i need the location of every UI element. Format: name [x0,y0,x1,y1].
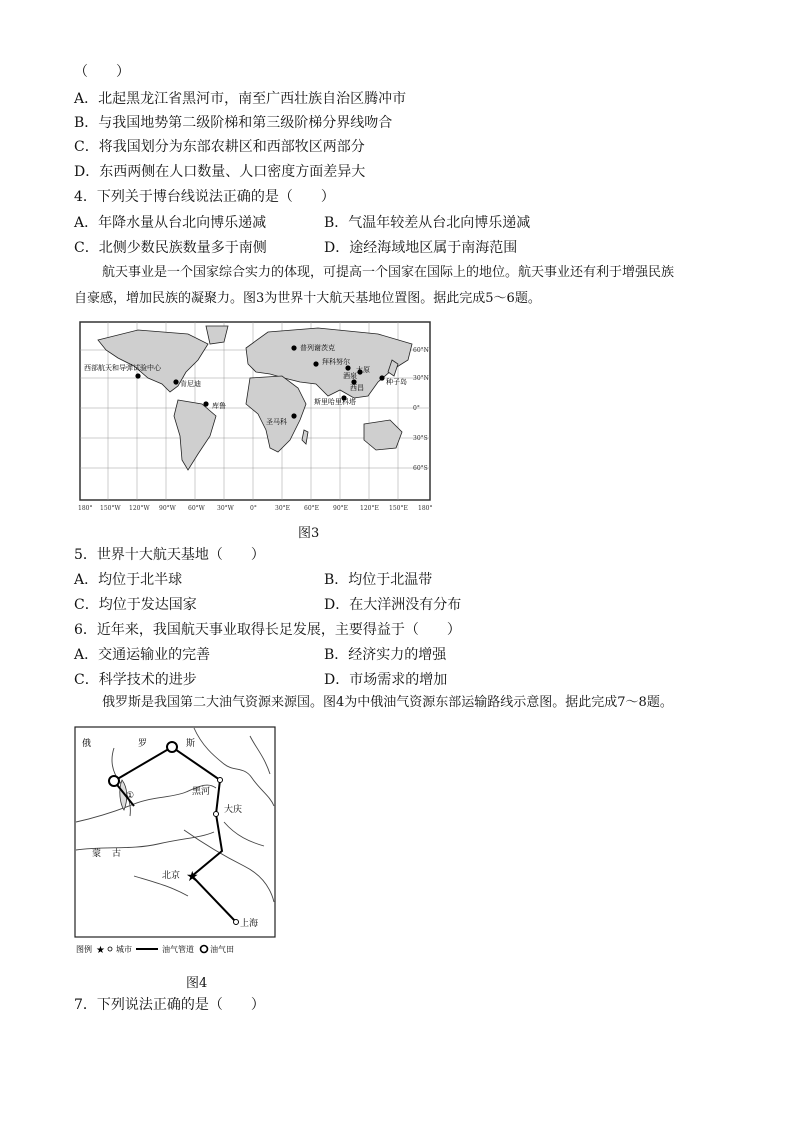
site-jiuquan [345,365,350,370]
lon-180w: 180° [78,505,93,512]
lon-90w: 90°W [159,505,176,512]
intro-paragraph-1 [74,260,734,312]
lon-30e: 30°E [275,505,291,512]
legend-title: 图例 [76,945,92,954]
label-daqing: 大庆 [224,805,243,815]
q6-option-b: B．经济实力的增强 [324,647,447,663]
q3-option-d: D．东西两侧在人口数量、人口密度方面差异大 [74,164,366,180]
q6-option-a: A．交通运输业的完善 [74,647,211,663]
label-sriharikota: 斯里哈里科塔 [314,398,356,406]
site-plesetsk [291,345,296,350]
figure4-caption: 图4 [186,976,208,991]
label-russia-2: 罗 [138,739,148,749]
q4-option-b: B．气温年较差从台北向博乐递减 [324,215,531,231]
lon-120w: 120°W [129,505,150,512]
label-western: 西部航天和导弹试验中心 [84,364,161,372]
label-russia-3: 斯 [186,739,196,749]
label-heihe: 黑河 [192,787,211,797]
legend-city-icon [108,947,112,951]
site-canaveral [173,379,178,384]
site-sanmarco [291,413,296,418]
oil-field-west [109,776,119,786]
lon-150w: 150°W [100,505,121,512]
label-taiyuan: 太原 [356,366,370,374]
q3-stem: （ ） [74,64,130,80]
lon-150e: 150°E [389,505,408,512]
site-western [135,373,140,378]
lon-90e: 90°E [333,505,349,512]
city-heihe [218,778,223,783]
legend-star-icon: ★ [96,945,105,956]
pipeline-map-figure [74,726,290,958]
q3-option-a: A．北起黑龙江省黑河市，南至广西壮族自治区腾冲市 [74,91,407,107]
legend-field-icon [201,946,208,953]
city-daqing [214,812,219,817]
q6-stem: 6．近年来，我国航天事业取得长足发展，主要得益于（ ） [74,622,461,638]
legend-pipe: 油气管道 [162,945,194,954]
lat-60s: 60°S [413,465,428,472]
capital-star-icon: ★ [186,869,199,885]
lon-120e: 120°E [360,505,379,512]
q4-option-a: A．年降水量从台北向博乐递减 [74,215,267,231]
q5-stem: 5．世界十大航天基地（ ） [74,547,265,563]
q3-option-c: C．将我国划分为东部农耕区和西部牧区两部分 [74,139,365,155]
world-map-figure [78,320,434,512]
label-canaveral: 肯尼迪 [180,380,201,388]
q3-option-b: B．与我国地势第二级阶梯和第三级阶梯分界线吻合 [74,115,393,131]
label-mongolia-2: 古 [112,849,122,859]
intro-paragraph-2: 俄罗斯是我国第二大油气资源来源国。图4为中俄油气资源东部运输路线示意图。据此完成7～8题。 [102,695,673,710]
label-sanmarco: 圣马科 [266,418,287,426]
intro1-line2: 自豪感，增加民族的凝聚力。图3为世界十大航天基地位置图。据此完成5～6题。 [74,291,541,306]
q5-option-c: C．均位于发达国家 [74,597,197,613]
label-xichang: 西昌 [350,384,364,392]
legend-city: 城市 [116,945,132,954]
q6-option-c: C．科学技术的进步 [74,672,197,688]
label-mongolia-1: 蒙 [92,849,102,859]
label-russia-1: 俄 [82,739,92,749]
city-shanghai [234,920,239,925]
lon-30w: 30°W [217,505,234,512]
q5-option-d: D．在大洋洲没有分布 [324,597,462,613]
label-baikonur: 拜科努尔 [322,358,350,366]
q7-stem: 7．下列说法正确的是（ ） [74,997,265,1013]
lon-60w: 60°W [188,505,205,512]
oil-field-north [167,742,177,752]
q5-option-a: A．均位于北半球 [74,572,183,588]
label-plesetsk: 普列谢茨克 [300,344,335,352]
figure3-caption: 图3 [298,526,320,541]
lon-0: 0° [250,505,257,512]
lon-180e: 180° [418,505,433,512]
q4-option-c: C．北侧少数民族数量多于南侧 [74,240,267,256]
q5-option-b: B．均位于北温带 [324,572,433,588]
intro1-line1: 航天事业是一个国家综合实力的体现，可提高一个国家在国际上的地位。航天事业还有利于增强民族 [102,265,675,280]
lon-60e: 60°E [304,505,320,512]
site-tanegashima [379,375,384,380]
pipeline-map [74,726,290,958]
lat-60n: 60°N [413,347,429,354]
lat-0: 0° [413,405,420,412]
q4-option-d: D．途经海域地区属于南海范围 [324,240,518,256]
site-baikonur [313,361,318,366]
label-tanegashima: 种子岛 [386,378,407,386]
lat-30s: 30°S [413,435,428,442]
label-jiuquan: 酒泉 [343,372,357,380]
label-shanghai: 上海 [240,919,259,929]
world-map [78,320,434,512]
site-kourou [203,401,208,406]
lat-30n: 30°N [413,375,429,382]
q6-option-d: D．市场需求的增加 [324,672,448,688]
label-beijing: 北京 [162,871,181,881]
legend-field: 油气田 [210,945,234,954]
label-marker-1: ① [126,791,135,801]
label-kourou: 库鲁 [212,402,226,410]
q4-stem: 4．下列关于博台线说法正确的是（ ） [74,189,335,205]
